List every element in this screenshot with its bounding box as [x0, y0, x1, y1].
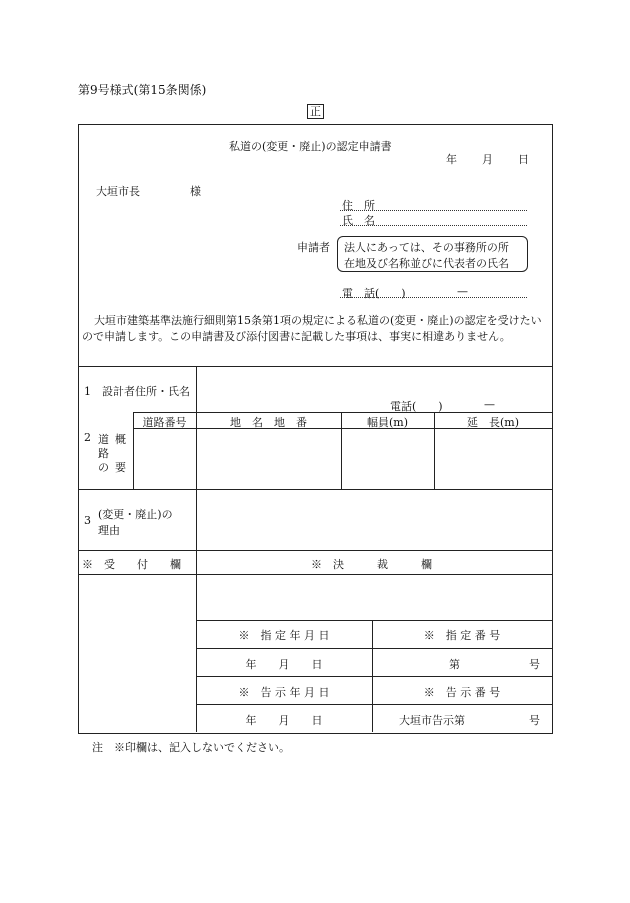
statement: 大垣市建築基準法施行細則第15条第1項の規定による私道の(変更・廃止)の認定を受けたいので申請します。この申請書及び添付図書に記載した事項は、事実に相違ありません。	[82, 314, 542, 343]
designer-phone-dash: —	[484, 398, 495, 411]
designation-number-label: ※ 指 定 番 号	[423, 629, 501, 642]
addressee-suffix: 様	[190, 185, 201, 198]
column-width: 幅員(m)	[366, 416, 408, 429]
divider	[196, 676, 552, 677]
section2-char-5: 要	[115, 461, 126, 474]
applicant-label: 申請者	[297, 241, 330, 254]
divider	[78, 366, 552, 367]
date-month: 月	[482, 153, 493, 166]
column-road-number: 道路番号	[142, 416, 187, 429]
divider	[196, 648, 552, 649]
name-label: 氏 名	[342, 214, 375, 227]
notice-number-label: ※ 告 示 番 号	[423, 686, 501, 699]
section2-char-4: 概	[115, 433, 126, 446]
road-number-field[interactable]	[135, 431, 194, 487]
divider	[196, 620, 552, 621]
section2-char-3: の	[98, 461, 109, 474]
decision-label: ※ 決 裁 欄	[311, 558, 432, 571]
form-number: 第9号様式(第15条関係)	[78, 83, 207, 97]
corp-note-line2: 在地及び名称並びに代表者の氏名	[344, 257, 509, 270]
address-label: 住 所	[342, 199, 375, 212]
section2-char-2: 路	[98, 447, 109, 460]
designer-address-name-field[interactable]	[200, 372, 540, 394]
notice-number-suffix: 号	[529, 714, 540, 727]
divider	[78, 574, 552, 575]
column-location: 地 名 地 番	[230, 416, 307, 429]
section2-char-1: 道	[98, 433, 109, 446]
designer-phone-label: 電話( )	[390, 400, 443, 413]
address-field[interactable]	[340, 210, 527, 211]
width-field[interactable]	[343, 431, 432, 487]
designation-number-suffix: 号	[529, 658, 540, 671]
addressee: 大垣市長	[96, 185, 140, 198]
notice-date-label: ※ 告 示 年 月 日	[238, 686, 330, 699]
reason-field[interactable]	[200, 494, 548, 546]
applicant-phone-dash: —	[457, 285, 468, 298]
date-year: 年	[446, 153, 457, 166]
section2-number: 2	[84, 431, 91, 444]
location-field[interactable]	[198, 431, 339, 487]
section3-label-line2: 理由	[98, 524, 120, 537]
divider	[196, 704, 552, 705]
column-length: 延 長(m)	[466, 416, 519, 429]
copy-mark: 正	[307, 103, 324, 119]
form-title: 私道の(変更・廃止)の認定申請書	[229, 140, 392, 153]
applicant-phone-field[interactable]	[340, 297, 527, 298]
section3-number: 3	[84, 514, 91, 527]
applicant-phone-label: 電 話( )	[342, 287, 406, 300]
notice-date-value: 年 月 日	[245, 714, 323, 727]
length-field[interactable]	[436, 431, 550, 487]
name-field[interactable]	[340, 225, 527, 226]
date-day: 日	[518, 153, 529, 166]
divider	[78, 489, 552, 490]
notice-number-prefix: 大垣市告示第	[399, 714, 465, 727]
section3-label-line1: (変更・廃止)の	[98, 508, 173, 521]
reception-label: ※ 受 付 欄	[82, 558, 181, 571]
designation-number-prefix: 第	[449, 658, 460, 671]
divider	[78, 550, 552, 551]
corp-note-line1: 法人にあっては、その事務所の所	[344, 241, 509, 254]
designation-date-value: 年 月 日	[245, 658, 323, 671]
section1-label: 1 設計者住所・氏名	[84, 385, 190, 398]
footnote: 注 ※印欄は、記入しないでください。	[92, 741, 290, 754]
designation-date-label: ※ 指 定 年 月 日	[238, 629, 330, 642]
